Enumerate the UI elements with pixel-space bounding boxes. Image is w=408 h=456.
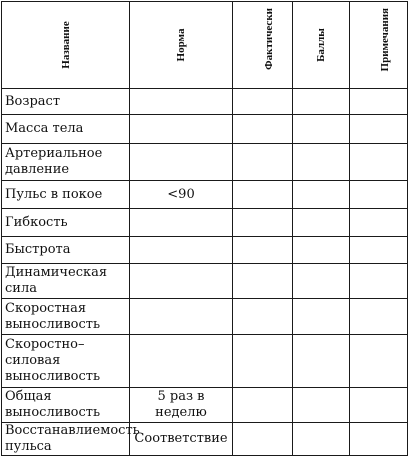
row-points-cell (293, 264, 350, 299)
row-notes-cell (350, 181, 408, 209)
header-points-label: Баллы (315, 28, 327, 62)
row-norm (130, 144, 233, 181)
table-row (2, 115, 408, 144)
row-name: Артериальное давление (2, 144, 130, 181)
row-actual-cell (233, 299, 293, 335)
table-row (2, 209, 408, 237)
row-notes-cell (350, 89, 408, 115)
row-points-cell (293, 388, 350, 423)
row-notes-cell (350, 144, 408, 181)
row-norm (130, 237, 233, 264)
table-row (2, 423, 408, 456)
row-notes-cell (350, 209, 408, 237)
table-row (2, 237, 408, 264)
row-points-cell (293, 144, 350, 181)
row-notes-cell (350, 423, 408, 456)
row-name: Возраст (2, 89, 130, 115)
row-actual-cell (233, 335, 293, 388)
row-points-cell (293, 115, 350, 144)
header-notes (350, 2, 408, 89)
row-name: Скоростно–силовая выносливость (2, 335, 130, 388)
row-norm (130, 89, 233, 115)
row-norm (130, 115, 233, 144)
table-row (2, 181, 408, 209)
table-row (2, 89, 408, 115)
table-row (2, 388, 408, 423)
row-points-cell (293, 237, 350, 264)
row-name: Пульс в покое (2, 181, 130, 209)
header-actual (233, 2, 293, 89)
row-name: Общая выносливость (2, 388, 130, 423)
row-norm (130, 264, 233, 299)
header-name (2, 2, 130, 89)
table-header (2, 2, 408, 89)
row-points-cell (293, 299, 350, 335)
header-notes-label: Примечания (378, 8, 391, 72)
row-actual-cell (233, 181, 293, 209)
row-points-cell (293, 181, 350, 209)
table-row (2, 264, 408, 299)
row-actual-cell (233, 89, 293, 115)
row-name: Гибкость (2, 209, 130, 237)
row-actual-cell (233, 237, 293, 264)
assessment-table (1, 1, 408, 456)
row-notes-cell (350, 264, 408, 299)
row-actual-cell (233, 115, 293, 144)
row-name: Быстрота (2, 237, 130, 264)
row-actual-cell (233, 388, 293, 423)
header-norm-label: Норма (175, 28, 187, 62)
row-notes-cell (350, 335, 408, 388)
row-notes-cell (350, 299, 408, 335)
header-points (293, 2, 350, 89)
row-name: Динамическая сила (2, 264, 130, 299)
row-name: Скоростная выносливость (2, 299, 130, 335)
header-name-label: Название (59, 21, 72, 69)
table-row (2, 299, 408, 335)
row-name: Масса тела (2, 115, 130, 144)
row-points-cell (293, 335, 350, 388)
row-norm: 5 раз в неделю (130, 388, 233, 423)
row-actual-cell (233, 209, 293, 237)
row-actual-cell (233, 144, 293, 181)
row-name: Восстанавлиемость пульса (2, 423, 130, 456)
row-points-cell (293, 89, 350, 115)
row-notes-cell (350, 115, 408, 144)
row-notes-cell (350, 237, 408, 264)
row-notes-cell (350, 388, 408, 423)
row-points-cell (293, 209, 350, 237)
row-norm (130, 209, 233, 237)
row-points-cell (293, 423, 350, 456)
header-actual-label: Фактически (262, 8, 275, 70)
row-norm (130, 335, 233, 388)
row-norm: <90 (130, 181, 233, 209)
row-norm: Соответствие (130, 423, 233, 456)
row-norm (130, 299, 233, 335)
header-norm (130, 2, 233, 89)
table-row (2, 144, 408, 181)
table-body (2, 89, 408, 456)
row-actual-cell (233, 423, 293, 456)
table-row (2, 335, 408, 388)
row-actual-cell (233, 264, 293, 299)
